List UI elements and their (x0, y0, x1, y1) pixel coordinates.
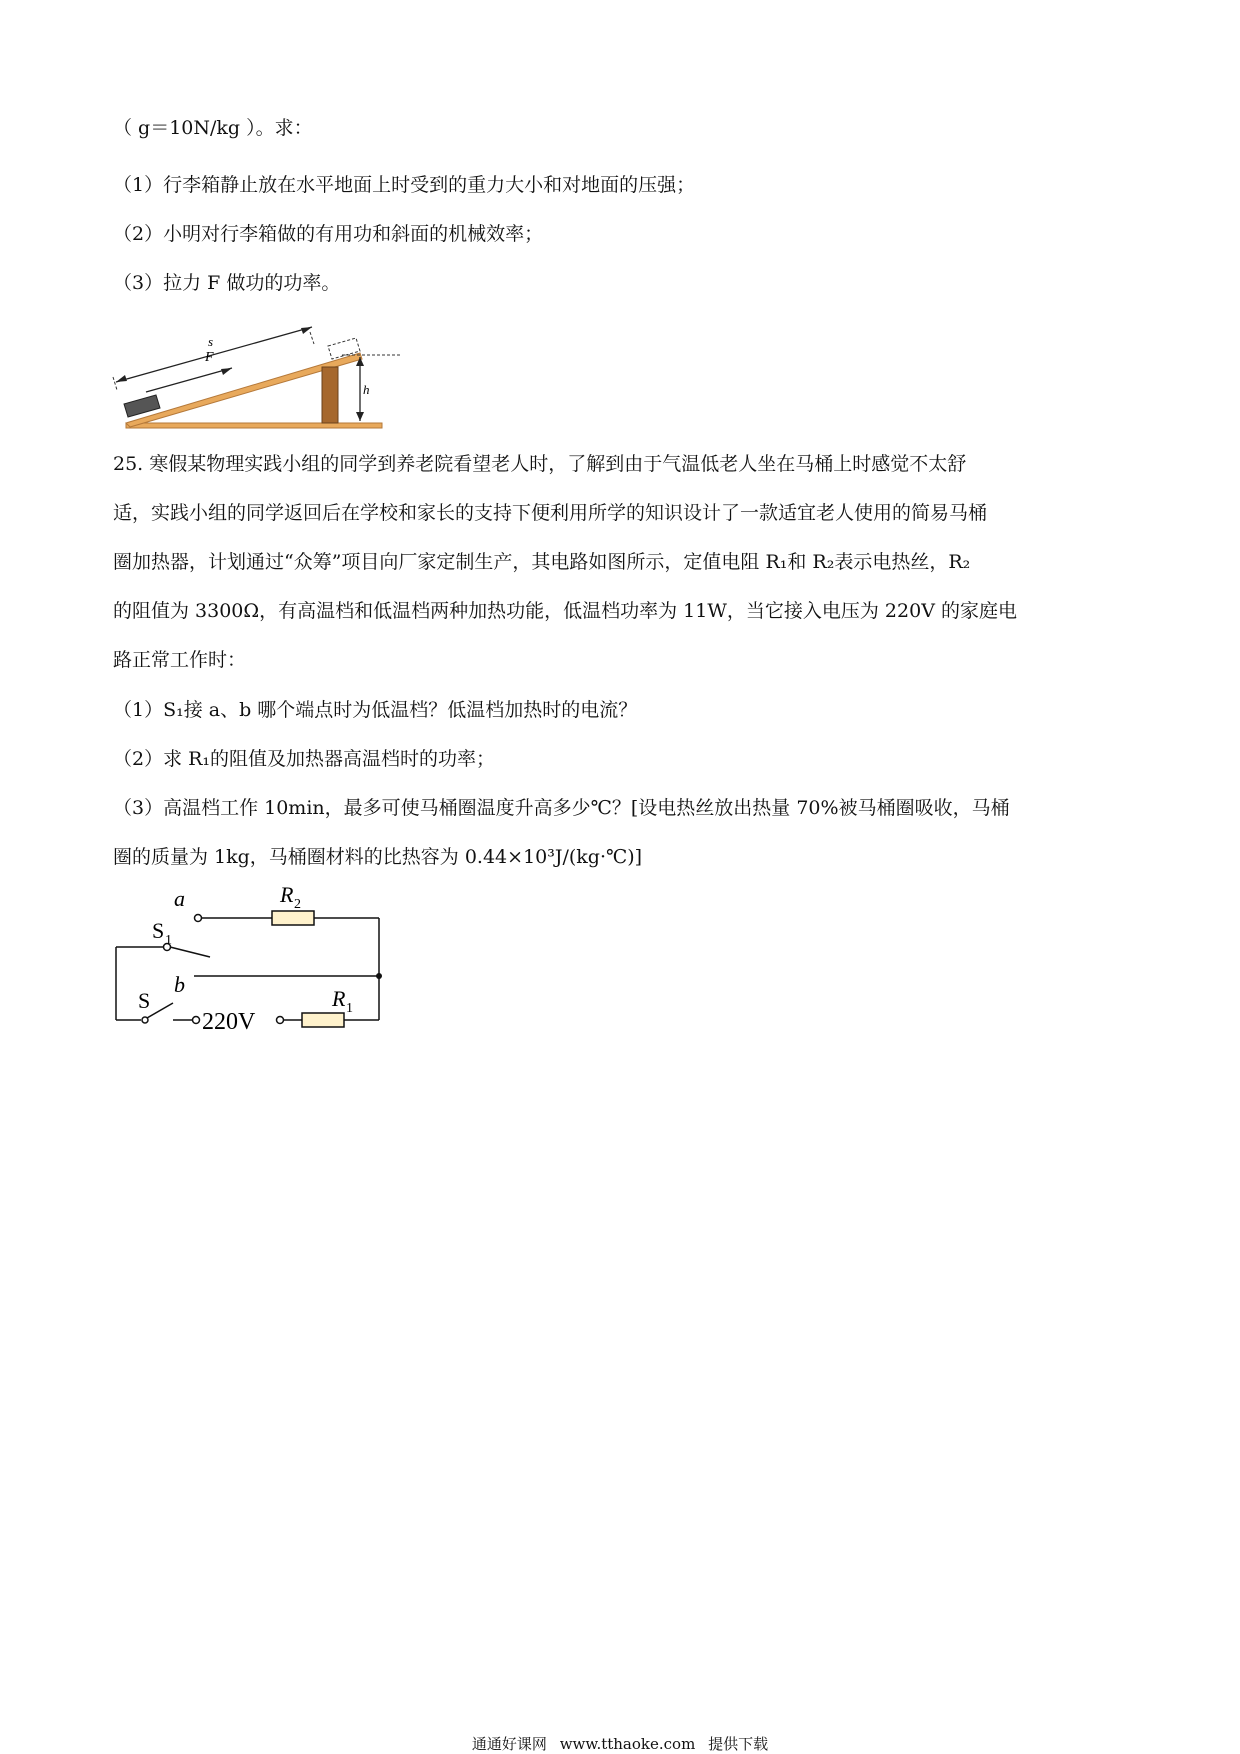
switch-S1-blade (170, 947, 210, 957)
switch-S-blade (147, 1003, 173, 1018)
resistor-R1 (302, 1013, 344, 1027)
given-condition: （ g＝10N/kg ）。求： (113, 117, 313, 139)
terminal-power-right (277, 1017, 284, 1024)
label-R2-sub: 2 (294, 897, 301, 912)
q25-part-1: （1）S₁接 a、b 哪个端点时为低温档？低温档加热时的电流？ (113, 699, 638, 721)
footer-suffix: 提供下载 (708, 1735, 769, 1753)
q24-part-2: （2）小明对行李箱做的有用功和斜面的机械效率； (113, 223, 544, 245)
distance-arrow (116, 327, 312, 382)
label-R1: R (332, 986, 346, 1011)
q25-stem-line-4: 的阻值为 3300Ω，有高温档和低温档两种加热功能，低温档功率为 11W，当它接入电压为 220V 的家庭电 (113, 600, 1017, 622)
terminal-a (195, 915, 202, 922)
label-R1-sub: 1 (346, 1001, 353, 1016)
q25-part-2: （2）求 R₁的阻值及加热器高温档时的功率； (113, 748, 496, 770)
force-arrow (146, 368, 232, 392)
label-S1: S (152, 918, 165, 943)
suitcase-block (124, 395, 160, 417)
label-R2: R (280, 882, 294, 907)
label-F: F (205, 350, 214, 365)
footer-url[interactable]: www.tthaoke.com (559, 1735, 696, 1753)
ground-board (126, 423, 382, 428)
page-footer (0, 1733, 1240, 1754)
support-block (322, 367, 338, 423)
q25-stem-line-2: 适，实践小组的同学返回后在学校和家长的支持下便利用所学的知识设计了一款适宜老人使用的简易马桶 (113, 502, 988, 524)
circuit-diagram (110, 880, 400, 1030)
label-s: s (208, 334, 214, 349)
footer-site-name: 通通好课网 (471, 1735, 547, 1753)
q25-stem-line-1: 25. 寒假某物理实践小组的同学到养老院看望老人时，了解到由于气温低老人坐在马桶上时感觉不太舒 (113, 453, 967, 475)
label-S1-sub: 1 (165, 933, 172, 948)
resistor-R2 (272, 911, 314, 925)
q25-stem (113, 440, 1123, 685)
label-a: a (174, 886, 185, 911)
label-h: h (363, 382, 370, 397)
terminal-power-left (193, 1017, 200, 1024)
q25-part-3-line-2: 圈的质量为 1kg，马桶圈材料的比热容为 0.44×10³J/(kg·℃)] (113, 846, 643, 868)
label-S: S (138, 988, 151, 1013)
q24-part-3: （3）拉力 F 做功的功率。 (113, 272, 341, 294)
q24-part-1: （1）行李箱静止放在水平地面上时受到的重力大小和对地面的压强； (113, 174, 696, 196)
q25-stem-line-5: 路正常工作时： (113, 649, 247, 671)
label-b: b (174, 972, 185, 997)
incline-figure (110, 310, 400, 432)
junction-dot (376, 973, 382, 979)
label-voltage: 220V (202, 1009, 256, 1030)
q25-part-3-line-1: （3）高温档工作 10min，最多可使马桶圈温度升高多少℃？[设电热丝放出热量 70%被马桶圈吸收，马桶 (113, 797, 1010, 819)
q25-stem-line-3: 圈加热器，计划通过“众筹”项目向厂家定制生产，其电路如图所示，定值电阻 R₁和 R₂表示电热丝，R₂ (113, 551, 971, 573)
